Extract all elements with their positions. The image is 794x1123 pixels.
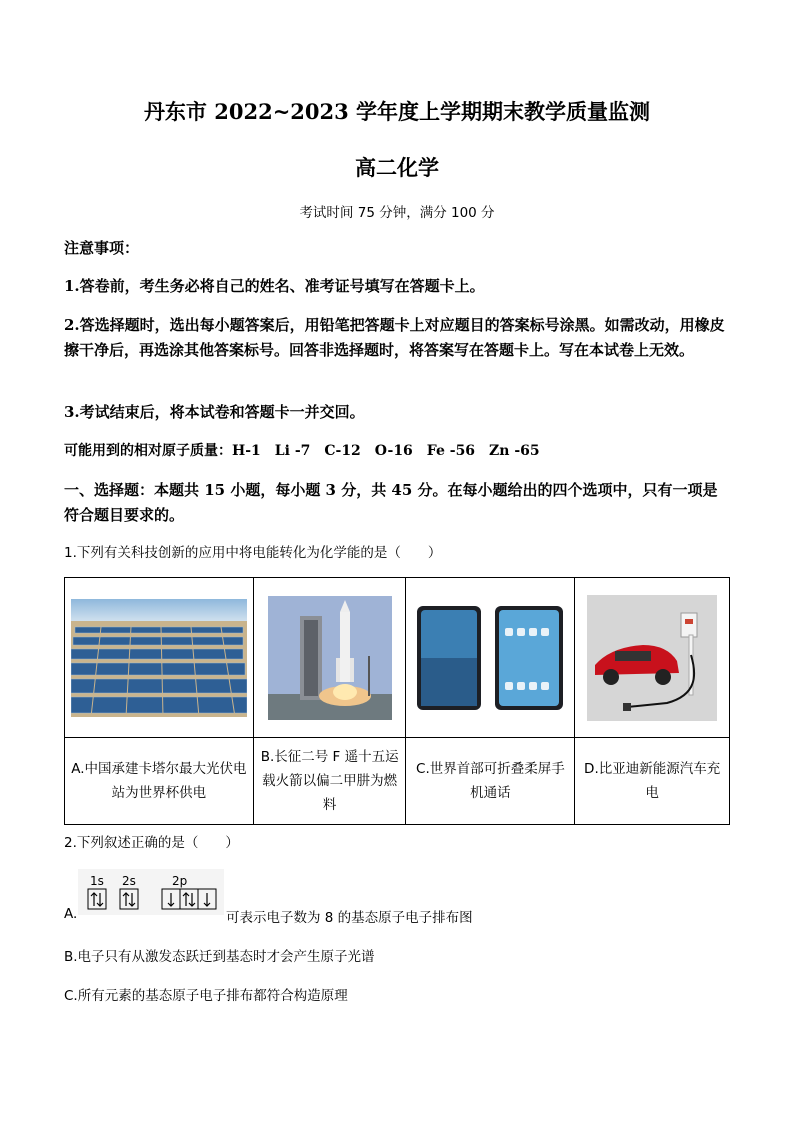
notes-heading: 注意事项：: [64, 239, 140, 257]
option-a-text: 可表示电子数为 8 的基态原子电子排布图: [226, 910, 473, 926]
orbital-label-2p: 2p: [172, 874, 188, 888]
option-d-image-cell: [575, 578, 730, 738]
orbital-label-1s: 1s: [90, 874, 104, 888]
option-c-caption: C.世界首部可折叠柔屏手机通话: [406, 738, 575, 825]
option-a-image-cell: [65, 578, 254, 738]
rocket-launch-photo: [268, 596, 392, 720]
option-b-image-cell: [253, 578, 406, 738]
option-c-text: C.所有元素的基态原子电子排布都符合构造原理: [64, 988, 348, 1004]
note-item-1: 1.答卷前，考生务必将自己的姓名、准考证号填写在答题卡上。: [64, 277, 485, 295]
orbital-diagram: [78, 869, 224, 915]
note-item-2: 2.答选择题时，选出每小题答案后，用铅笔把答题卡上对应题目的答案标号涂黑。如需改动，用橡皮擦干净后，再选涂其他答案标号。回答非选择题时，将答案写在答题卡上。写在本试卷上无效。: [64, 316, 725, 359]
option-d-caption: D.比亚迪新能源汽车充电: [575, 738, 730, 825]
section-1-heading: 一、选择题：本题共 15 小题，每小题 3 分，共 45 分。在每小题给出的四个选项中，只有一项是符合题目要求的。: [64, 481, 718, 524]
option-b-caption: B.长征二号 F 遥十五运载火箭以偏二甲肼为燃料: [253, 738, 406, 825]
question-2-stem: 2.下列叙述正确的是（ ）: [64, 835, 239, 851]
ev-charging-photo: [587, 595, 717, 721]
option-a-caption: A.中国承建卡塔尔最大光伏电站为世界杯供电: [65, 738, 254, 825]
question-1-stem: 1.下列有关科技创新的应用中将电能转化为化学能的是（ ）: [64, 545, 442, 561]
question-1-options-table: [64, 577, 730, 825]
note-item-3: 3.考试结束后，将本试卷和答题卡一并交回。: [64, 403, 365, 421]
option-b-text: B.电子只有从激发态跃迁到基态时才会产生原子光谱: [64, 949, 375, 965]
orbital-label-2s: 2s: [122, 874, 136, 888]
atomic-masses: 可能用到的相对原子质量：H-1 Li -7 C-12 O-16 Fe -56 Zn -65: [64, 443, 540, 459]
option-a-prefix: A.: [64, 906, 78, 922]
option-c-image-cell: [406, 578, 575, 738]
solar-farm-photo: [71, 599, 247, 717]
foldable-phone-photo: [413, 598, 567, 718]
exam-title: 丹东市 2022~2023 学年度上学期期末教学质量监测: [143, 99, 651, 124]
subject-title: 高二化学: [355, 155, 439, 180]
exam-info: 考试时间 75 分钟，满分 100 分: [299, 205, 495, 221]
